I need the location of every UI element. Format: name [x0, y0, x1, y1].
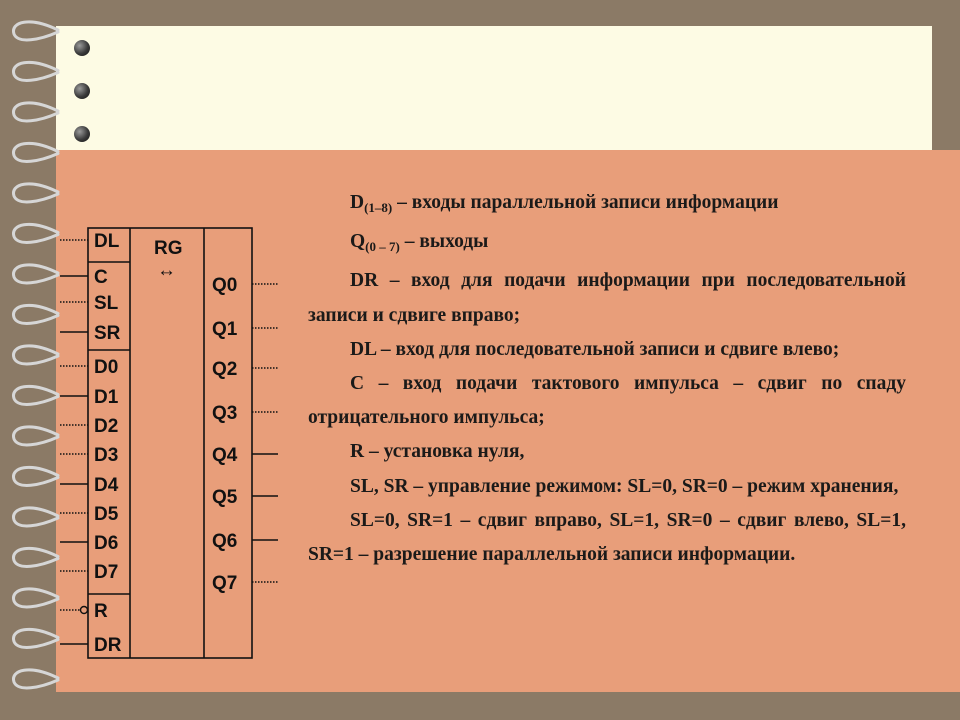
output-label-q7: Q7 — [212, 573, 238, 594]
desc-line-q: $Q_{(0 - 7)}$ – выходы — [350, 231, 489, 255]
input-label-d3: D3 — [94, 445, 119, 466]
desc-line-dr: DR – вход для подачи информации при последовательной записи и сдвиге вправо; — [308, 270, 906, 326]
spiral-ring — [13, 467, 58, 485]
desc-line-modes: SL=0, SR=1 – сдвиг вправо, SL=1, SR=0 – сдвиг влево, SL=1, SR=1 – разрешение параллельной записи информации. — [308, 509, 906, 566]
input-label-c: C — [94, 267, 108, 288]
pin-description-text — [308, 186, 906, 572]
output-label-q2: Q2 — [212, 359, 238, 380]
input-label-dl: DL — [94, 231, 120, 252]
bullet-icon — [74, 126, 90, 142]
slide-bottom-border — [56, 692, 960, 720]
input-label-dr: DR — [94, 635, 122, 656]
input-label-r: R — [94, 601, 108, 622]
output-label-q1: Q1 — [212, 319, 238, 340]
input-label-d1: D1 — [94, 387, 119, 408]
output-label-q4: Q4 — [212, 445, 238, 466]
register-title: RG — [154, 238, 183, 259]
spiral-binding — [0, 0, 60, 720]
input-label-d6: D6 — [94, 533, 119, 554]
spiral-ring — [13, 427, 58, 445]
shift-register-diagram — [60, 226, 282, 667]
desc-line-d: $D_{(1-8)}$ – входы параллельной записи информации — [350, 192, 779, 215]
bullet-icon — [74, 40, 90, 56]
desc-line-c: C – вход подачи тактового импульса – сдвиг по спаду отрицательного импульса; — [308, 373, 906, 429]
input-label-d4: D4 — [94, 475, 119, 496]
spiral-ring — [13, 224, 58, 242]
spiral-ring — [13, 346, 58, 364]
spiral-ring — [13, 22, 58, 40]
desc-line-r: R – установка нуля, — [350, 441, 525, 463]
bullet-icon — [74, 83, 90, 99]
output-label-q3: Q3 — [212, 403, 238, 424]
input-label-d5: D5 — [94, 504, 119, 525]
spiral-ring — [13, 184, 58, 202]
input-label-sl: SL — [94, 293, 119, 314]
input-label-d0: D0 — [94, 357, 119, 378]
spiral-ring — [13, 670, 58, 688]
input-label-sr: SR — [94, 323, 121, 344]
spiral-ring — [13, 265, 58, 283]
spiral-ring — [13, 62, 58, 80]
desc-line-mode: SL, SR – управление режимом: SL=0, SR=0 – режим хранения, — [350, 475, 899, 497]
spiral-ring — [13, 548, 58, 566]
input-label-d2: D2 — [94, 416, 119, 437]
slide-header-area — [56, 26, 932, 150]
input-label-d7: D7 — [94, 562, 119, 583]
bidirectional-arrow-icon: ↔ — [157, 260, 176, 281]
desc-line-dl: DL – вход для последовательной записи и сдвиге влево; — [350, 338, 840, 360]
output-label-q5: Q5 — [212, 487, 238, 508]
spiral-ring — [13, 386, 58, 404]
spiral-ring — [13, 508, 58, 526]
inversion-circle-icon — [81, 607, 88, 614]
spiral-ring — [13, 143, 58, 161]
spiral-ring — [13, 589, 58, 607]
spiral-ring — [13, 629, 58, 647]
spiral-ring — [13, 305, 58, 323]
output-label-q6: Q6 — [212, 531, 238, 552]
output-label-q0: Q0 — [212, 275, 238, 296]
spiral-ring — [13, 103, 58, 121]
